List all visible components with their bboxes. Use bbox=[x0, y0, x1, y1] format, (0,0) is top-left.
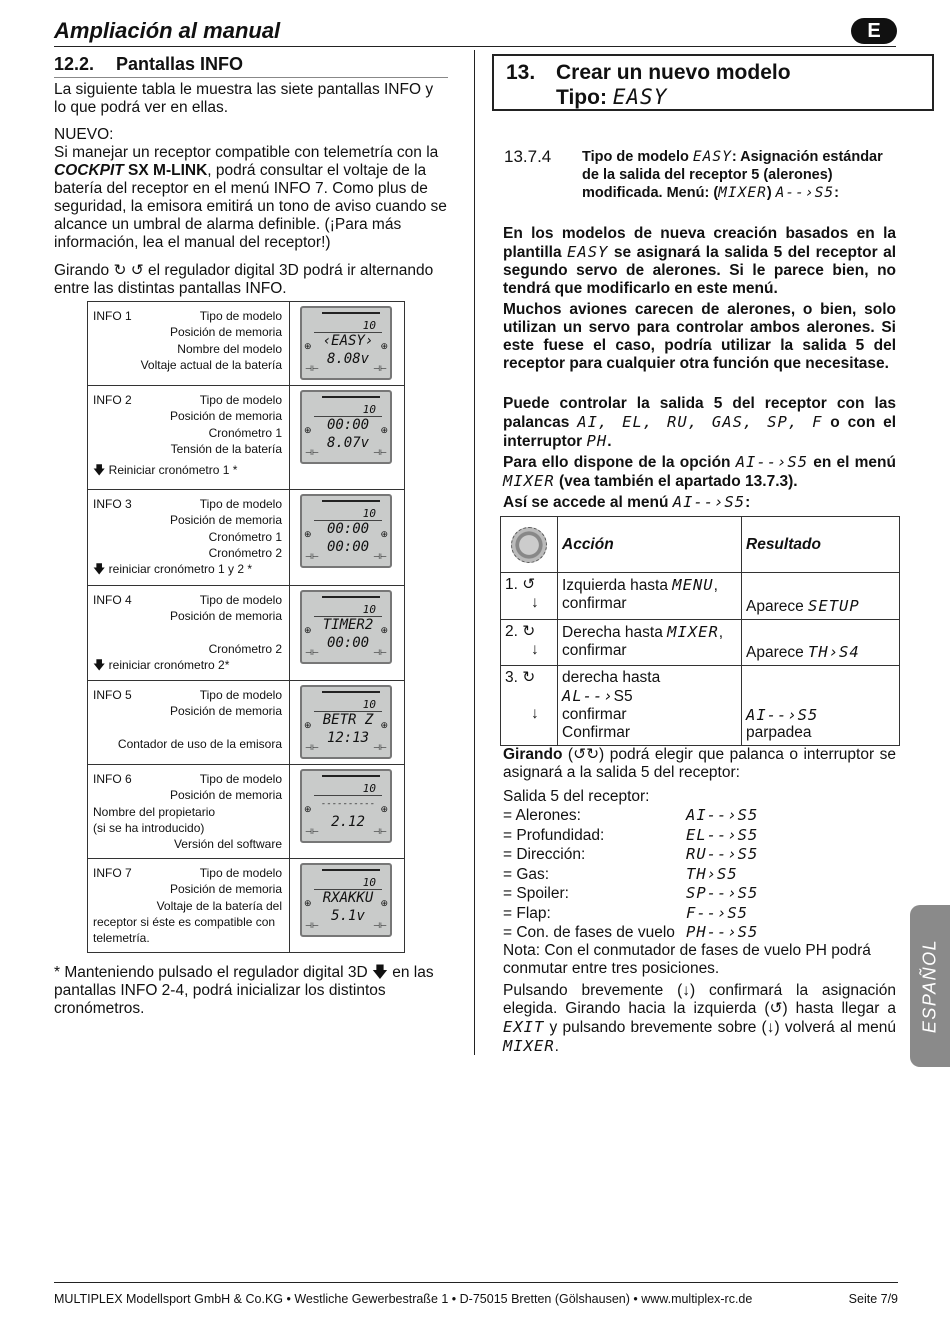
text: Aparece bbox=[746, 598, 809, 615]
section-number: 13. bbox=[506, 61, 536, 84]
subsection-number: 13.7.4 bbox=[504, 147, 552, 166]
text: en el menú bbox=[808, 454, 896, 471]
subsection-title bbox=[582, 148, 896, 202]
result-cell bbox=[742, 620, 900, 666]
rotary-knob-icon bbox=[511, 527, 547, 563]
list-item bbox=[503, 826, 896, 846]
code: MENU bbox=[672, 576, 714, 594]
girando-paragraph: Girando ↻ ↺ el regulador digital 3D podrá ir alternando entre las distintas pantallas INFO. bbox=[54, 262, 434, 297]
paragraph-control bbox=[503, 395, 896, 451]
col-action-header: Acción bbox=[558, 517, 742, 573]
list-item bbox=[503, 865, 896, 885]
nuevo-paragraph bbox=[54, 126, 448, 252]
info-text-cell bbox=[88, 490, 290, 586]
lcd-line-1: 10 bbox=[362, 507, 377, 520]
info-name: INFO 4 bbox=[93, 593, 132, 607]
result-cell bbox=[742, 573, 900, 620]
text: : bbox=[745, 494, 751, 511]
info-name: INFO 1 bbox=[93, 309, 132, 323]
confirm-arrow-icon: ↓ bbox=[531, 641, 539, 658]
lcd-line-3: 12:13 bbox=[326, 730, 370, 746]
nuevo-text-1: Si manejar un receptor compatible con telemetría con la bbox=[54, 144, 439, 161]
lcd-display: 10 ⊕ ⊕ 00:00 00:00 ⊣⊢ ⊣⊢ bbox=[300, 494, 392, 568]
text: . bbox=[554, 1038, 559, 1055]
text: = Gas: bbox=[503, 865, 550, 883]
lcd-display: 10 ⊕ ⊕ BETR Z 12:13 ⊣⊢ ⊣⊢ bbox=[300, 685, 392, 759]
info-line: receptor si éste es compatible con bbox=[93, 914, 276, 929]
list-item bbox=[503, 806, 896, 826]
step-cell bbox=[501, 573, 558, 620]
paragraph-aircraft: Muchos aviones carecen de alerones, o bien, solo utilizan un servo para controlar ambos alerones. Si este fuese el caso, podría utilizar la salida 5 del receptor para cualquier otra función que necesitase. bbox=[503, 301, 896, 372]
paragraph-confirm bbox=[503, 982, 896, 1056]
list-item bbox=[503, 923, 896, 943]
lcd-cell bbox=[290, 386, 405, 490]
code: MIXER bbox=[503, 1037, 555, 1055]
step-number: 1. ↺ bbox=[505, 576, 536, 593]
lcd-line-1: 10 bbox=[362, 876, 377, 889]
subsection-title-part: : bbox=[834, 185, 839, 201]
text: . bbox=[607, 433, 612, 450]
info-screens-table bbox=[87, 301, 405, 953]
code: MIXER bbox=[667, 623, 719, 641]
text: confirmar bbox=[562, 706, 627, 723]
section-number: 12.2. bbox=[54, 54, 95, 74]
text: y pulsando brevemente sobre (↓) volverá al menú bbox=[544, 1019, 896, 1036]
code: EXIT bbox=[503, 1018, 545, 1036]
lcd-cell bbox=[290, 859, 405, 953]
confirm-arrow-icon: ↓ bbox=[531, 594, 539, 611]
nuevo-text-2: , podrá consultar el voltaje de la batería del receptor en el menú INFO 7. Como plus de seguridad, la emisora emitirá un tono de aviso cuando se alcance un umbral de alarma definible. (¡Para más información, lea el manual del receptor!) bbox=[54, 162, 447, 251]
code: AI--›S5 bbox=[735, 453, 809, 471]
text: , bbox=[718, 624, 724, 641]
action-cell bbox=[558, 666, 742, 746]
code: TH›S4 bbox=[808, 643, 860, 661]
code: TH›S5 bbox=[686, 864, 738, 883]
info-line: Voltaje de la batería del bbox=[156, 898, 283, 913]
page-footer bbox=[54, 1292, 898, 1306]
nuevo-label: NUEVO: bbox=[54, 126, 114, 143]
info-reset-note: 🡇 Reiniciar cronómetro 1 * bbox=[93, 463, 238, 478]
footer-rule bbox=[54, 1282, 898, 1283]
side-tab-label: ESPAÑOL bbox=[919, 938, 940, 1034]
lcd-display: 10 ⊕ ⊕ TIMER2 00:00 ⊣⊢ ⊣⊢ bbox=[300, 590, 392, 664]
lcd-cell bbox=[290, 765, 405, 859]
info-text-cell bbox=[88, 681, 290, 765]
text: Confirmar bbox=[562, 724, 631, 741]
code: AI--›S5 bbox=[672, 493, 746, 511]
info-row-3 bbox=[88, 490, 405, 586]
info-row-2 bbox=[88, 386, 405, 490]
table-header-row bbox=[501, 517, 900, 573]
info-line: Posición de memoria bbox=[169, 409, 283, 424]
text: Puede controlar la salida 5 del receptor con las palancas bbox=[503, 395, 896, 431]
list-item bbox=[503, 884, 896, 904]
info-reset-note: 🡇 reiniciar cronómetro 2* bbox=[93, 657, 230, 672]
text: Girando bbox=[503, 746, 563, 763]
info-name: INFO 3 bbox=[93, 497, 132, 511]
text: (↺↻) podrá elegir que palanca o interruptor se asignará a la salida 5 del receptor: bbox=[503, 746, 896, 781]
info-line: Cronómetro 1 bbox=[208, 529, 283, 544]
text: Para ello dispone de la opción bbox=[503, 454, 736, 471]
info-line: Posición de memoria bbox=[169, 609, 283, 624]
paragraph-girando bbox=[503, 746, 896, 782]
info-line: Posición de memoria bbox=[169, 325, 283, 340]
text: = Dirección: bbox=[503, 846, 586, 863]
info-name: INFO 5 bbox=[93, 688, 132, 702]
section-12-2-heading bbox=[54, 54, 243, 75]
lcd-line-3: 8.08v bbox=[326, 351, 370, 367]
step-cell bbox=[501, 666, 558, 746]
lcd-line-2: 00:00 bbox=[314, 520, 382, 537]
lcd-line-1: 10 bbox=[362, 782, 377, 795]
info-line: Cronómetro 1 bbox=[208, 425, 283, 440]
info-text-cell bbox=[88, 765, 290, 859]
action-cell bbox=[558, 573, 742, 620]
lcd-line-2: 00:00 bbox=[314, 416, 382, 433]
brand-cockpit: COCKPIT bbox=[54, 162, 124, 179]
info-line: Posición de memoria bbox=[169, 513, 283, 528]
text: (vea también el apartado 13.7.3). bbox=[554, 473, 798, 490]
page-header-title: Ampliación al manual bbox=[54, 18, 281, 43]
info-text-cell bbox=[88, 302, 290, 386]
subsection-title-part: Tipo de modelo bbox=[582, 149, 693, 165]
info-line: Tipo de modelo bbox=[199, 497, 283, 511]
lcd-cell bbox=[290, 490, 405, 586]
info-row-4 bbox=[88, 586, 405, 681]
lcd-display: 10 ⊕ ⊕ ---------- 2.12 ⊣⊢ ⊣⊢ bbox=[300, 769, 392, 843]
code: EASY bbox=[567, 243, 609, 261]
list-item bbox=[503, 904, 896, 924]
paragraph-note-ph: Nota: Con el conmutador de fases de vuelo PH podrá conmutar entre tres posiciones. bbox=[503, 942, 871, 977]
info-line: Tipo de modelo bbox=[199, 688, 283, 702]
table-row bbox=[501, 666, 900, 746]
lcd-line-2: BETR Z bbox=[314, 711, 382, 728]
code: AI--›S5 bbox=[746, 706, 819, 724]
info-line: Tipo de modelo bbox=[199, 309, 283, 323]
lcd-line-3: 8.07v bbox=[326, 435, 370, 451]
code: AI, EL, RU, GAS, SP, F bbox=[577, 413, 823, 431]
lcd-line-2: RXAKKU bbox=[314, 889, 382, 906]
info-line: Versión del software bbox=[173, 837, 283, 852]
info-line: Nombre del propietario bbox=[93, 804, 216, 819]
code: F--›S5 bbox=[686, 903, 748, 922]
text: Derecha hasta bbox=[562, 624, 668, 641]
info-line: Contador de uso de la emisora bbox=[117, 736, 283, 751]
lcd-line-2: ---------- bbox=[314, 795, 382, 812]
info-line: Tipo de modelo bbox=[199, 772, 283, 786]
section-title-type-label: Tipo: bbox=[556, 86, 613, 109]
reset-footnote: * Manteniendo pulsado el regulador digital 3D 🡇 en las pantallas INFO 2-4, podrá inicializar los distintos cronómetros. bbox=[54, 964, 434, 1017]
brand-mlink: SX M-LINK bbox=[123, 162, 208, 179]
subsection-title-code: MIXER bbox=[718, 185, 767, 201]
action-cell bbox=[558, 620, 742, 666]
code: SP--›S5 bbox=[686, 884, 759, 902]
table-row bbox=[501, 573, 900, 620]
info-line: Posición de memoria bbox=[169, 704, 283, 719]
header-rule bbox=[54, 46, 896, 47]
lcd-line-2: TIMER2 bbox=[314, 616, 382, 633]
info-row-1 bbox=[88, 302, 405, 386]
text: S5 bbox=[613, 688, 633, 705]
lcd-display: 10 ⊕ ⊕ ‹EASY› 8.08v ⊣⊢ ⊣⊢ bbox=[300, 306, 392, 380]
text: = Profundidad: bbox=[503, 826, 605, 844]
page-number: Seite 7/9 bbox=[848, 1292, 898, 1306]
section-title: Pantallas INFO bbox=[116, 54, 244, 74]
action-result-table bbox=[500, 516, 900, 746]
text: Así se accede al menú bbox=[503, 494, 673, 511]
info-line: Tipo de modelo bbox=[199, 393, 283, 407]
lcd-cell bbox=[290, 302, 405, 386]
knob-cell bbox=[501, 517, 558, 573]
subsection-title-code: EASY bbox=[692, 149, 732, 165]
info-line: Nombre del modelo bbox=[177, 341, 283, 356]
info-line: Cronómetro 2 bbox=[208, 545, 283, 560]
intro-paragraph: La siguiente tabla le muestra las siete pantallas INFO y lo que podrá ver en ellas. bbox=[54, 81, 434, 116]
text: o con el interruptor bbox=[503, 414, 896, 450]
section-13-heading bbox=[492, 54, 934, 111]
lcd-line-3: 00:00 bbox=[326, 539, 370, 555]
info-name: INFO 2 bbox=[93, 393, 132, 407]
text: = Flap: bbox=[503, 904, 551, 922]
subsection-13-7-4 bbox=[504, 148, 896, 202]
col-result-header: Resultado bbox=[742, 517, 900, 573]
lcd-display: 10 ⊕ ⊕ RXAKKU 5.1v ⊣⊢ ⊣⊢ bbox=[300, 863, 392, 937]
step-cell bbox=[501, 620, 558, 666]
text: se asignará la salida 5 del receptor al segundo servo de alerones. Si le parece bien, no tendrá que modificarlo en este menú. bbox=[503, 244, 897, 297]
subsection-title-part: ) bbox=[766, 185, 776, 201]
text: Izquierda hasta bbox=[562, 577, 673, 594]
info-name: INFO 7 bbox=[93, 866, 132, 880]
info-text-cell bbox=[88, 586, 290, 681]
text: parpadea bbox=[746, 724, 812, 741]
info-name: INFO 6 bbox=[93, 772, 132, 786]
info-line: Voltaje actual de la batería bbox=[140, 357, 283, 372]
code: PH--›S5 bbox=[686, 923, 759, 941]
lcd-display: 10 ⊕ ⊕ 00:00 8.07v ⊣⊢ ⊣⊢ bbox=[300, 390, 392, 464]
paragraph-access bbox=[503, 493, 896, 512]
text: confirmar bbox=[562, 642, 627, 659]
lcd-line-3: 2.12 bbox=[331, 814, 365, 830]
list-item bbox=[503, 845, 896, 865]
subsection-title-part: : Asignación estándar de la salida del receptor 5 (alerones) modificada. Menú: ( bbox=[582, 149, 883, 201]
lcd-line-1: 10 bbox=[362, 698, 377, 711]
text: = Spoiler: bbox=[503, 885, 569, 902]
lcd-line-1: 10 bbox=[362, 603, 377, 616]
salida-list bbox=[503, 806, 896, 943]
code: SETUP bbox=[808, 597, 860, 615]
code: EL--›S5 bbox=[686, 825, 759, 844]
code: MIXER bbox=[503, 472, 555, 490]
language-badge: E bbox=[851, 18, 897, 44]
text: En los modelos de nueva creación basados en la plantilla bbox=[503, 225, 896, 261]
lcd-line-2: ‹EASY› bbox=[314, 332, 382, 349]
code: AL--› bbox=[562, 687, 614, 705]
text: = Con. de fases de vuelo bbox=[503, 924, 675, 941]
language-side-tab bbox=[910, 905, 950, 1067]
paragraph-easy-default bbox=[503, 225, 896, 298]
column-divider bbox=[474, 50, 475, 1055]
text: Aparece bbox=[746, 644, 809, 661]
info-row-7 bbox=[88, 859, 405, 953]
footer-company: MULTIPLEX Modellsport GmbH & Co.KG • Westliche Gewerbestraße 1 • D-75015 Bretten (Gölshausen) • www.multiplex-rc.de bbox=[54, 1292, 753, 1306]
info-line: Posición de memoria bbox=[169, 788, 283, 803]
info-reset-note: 🡇 reiniciar cronómetro 1 y 2 * bbox=[93, 562, 253, 577]
info-line: Posición de memoria bbox=[169, 882, 283, 897]
lcd-line-3: 00:00 bbox=[326, 635, 370, 651]
section-type-code: EASY bbox=[612, 85, 668, 109]
paragraph-option bbox=[503, 453, 896, 491]
section-rule bbox=[54, 77, 448, 78]
code: PH bbox=[586, 432, 608, 450]
info-row-6 bbox=[88, 765, 405, 859]
info-text-cell bbox=[88, 386, 290, 490]
table-row bbox=[501, 620, 900, 666]
text: Pulsando brevemente (↓) confirmará la asignación elegida. Girando hacia la izquierda (↺) hasta llegar a bbox=[503, 982, 896, 1017]
text: = Alerones: bbox=[503, 807, 581, 824]
lcd-line-1: 10 bbox=[362, 319, 377, 332]
info-row-5 bbox=[88, 681, 405, 765]
step-number: 2. ↻ bbox=[505, 623, 536, 640]
lcd-cell bbox=[290, 681, 405, 765]
subsection-title-code: A--›S5 bbox=[775, 185, 835, 201]
text: derecha hasta bbox=[562, 669, 661, 686]
info-line: Tensión de la batería bbox=[170, 441, 283, 456]
info-line: Tipo de modelo bbox=[199, 866, 283, 880]
lcd-line-1: 10 bbox=[362, 403, 377, 416]
salida-heading: Salida 5 del receptor: bbox=[503, 788, 650, 805]
info-line: Tipo de modelo bbox=[199, 593, 283, 607]
confirm-arrow-icon: ↓ bbox=[531, 705, 539, 722]
info-line: (si se ha introducido) bbox=[93, 820, 205, 835]
info-line: Cronómetro 2 bbox=[208, 641, 283, 656]
lcd-cell bbox=[290, 586, 405, 681]
info-text-cell bbox=[88, 859, 290, 953]
result-cell bbox=[742, 666, 900, 746]
text: confirmar bbox=[562, 595, 627, 612]
section-title: Crear un nuevo modelo bbox=[556, 61, 791, 84]
info-line: telemetría. bbox=[93, 931, 150, 946]
text: , bbox=[713, 577, 718, 594]
code: AI--›S5 bbox=[686, 806, 759, 824]
lcd-line-3: 5.1v bbox=[331, 908, 365, 924]
code: RU--›S5 bbox=[686, 845, 759, 863]
step-number: 3. ↻ bbox=[505, 669, 536, 686]
